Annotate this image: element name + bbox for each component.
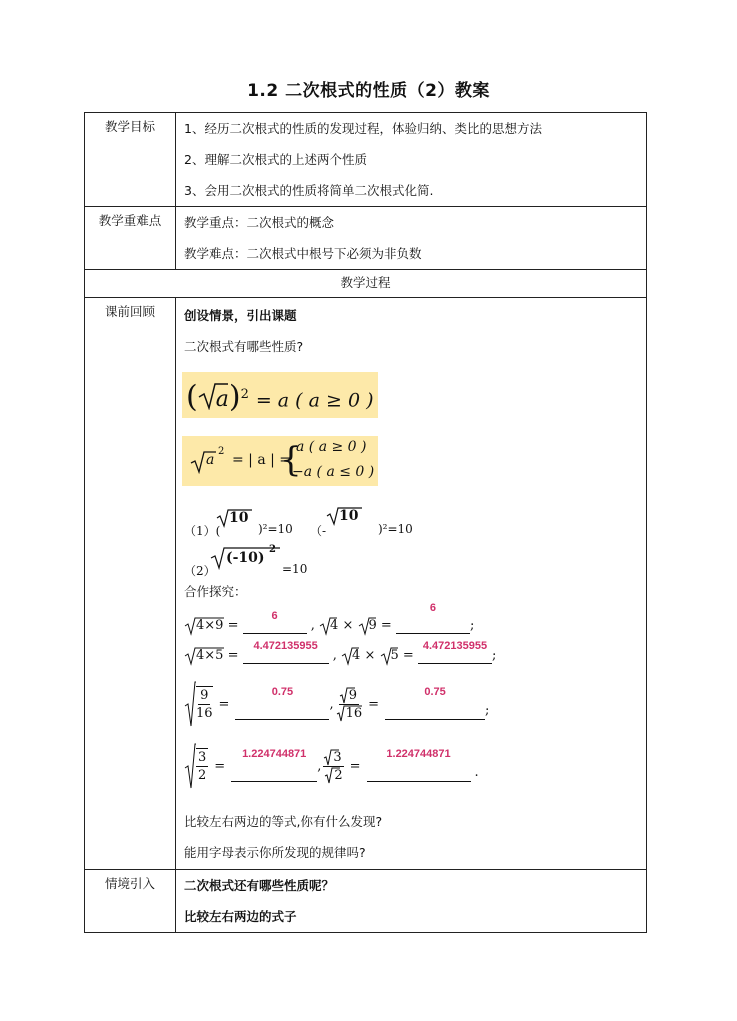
formula1-exp: 2 [240, 387, 249, 402]
formula-abs-value [182, 436, 378, 486]
formula-square-of-root: ( a)$^2$ = a ( a ≥ 0 ) [182, 372, 378, 418]
example-2 [176, 544, 646, 578]
goal-item: 2、理解二次根式的上述两个性质 [184, 152, 367, 167]
key-points-label: 教学重难点 [85, 207, 176, 270]
review-label: 课前回顾 [85, 298, 176, 870]
key-point: 教学重点：二次根式的概念 [184, 215, 335, 230]
key-points-content [176, 207, 647, 270]
key-points-row [85, 207, 647, 270]
coop-rows [176, 602, 646, 806]
goals-row [85, 113, 647, 207]
formula1-base: a [215, 387, 229, 413]
process-header: 教学过程 [85, 270, 647, 298]
formula2-exp: 2 [218, 446, 225, 457]
review-question: 二次根式有哪些性质? [184, 339, 304, 354]
compare-question: 比较左右两边的等式,你有什么发现? [184, 814, 383, 829]
example1-suffix2: )²=10 [378, 522, 413, 536]
example-1 [176, 506, 646, 544]
example1-root-2: 10 [339, 508, 359, 524]
answer: 6 [271, 610, 278, 622]
coop-row: 4×5 = 4.472135955 , 4 × 5 = 4.472135955 ; [184, 648, 496, 664]
letter-question: 能用字母表示你所发现的规律吗? [184, 845, 366, 860]
review-content [176, 298, 647, 870]
answer: 4.472135955 [253, 640, 318, 652]
intro-label: 情境引入 [85, 870, 176, 933]
coop-label: 合作探究： [184, 584, 247, 599]
answer: 1.224744871 [242, 748, 307, 760]
example1-prefix2: （- [310, 524, 327, 538]
example2-radicand: (-10) [226, 550, 265, 566]
goals-label: 教学目标 [85, 113, 176, 207]
intro-row [85, 870, 647, 933]
lesson-plan-table [84, 112, 647, 933]
process-header-row [85, 270, 647, 298]
answer: 0.75 [424, 686, 446, 698]
formula2-mid: = | a | = [232, 452, 292, 468]
formula1-rhs: = a ( a ≥ 0 ) [255, 389, 374, 412]
example1-mid: )²=10 [258, 522, 293, 536]
example2-exp: 2 [269, 544, 276, 555]
formula2-radicand: a [206, 452, 215, 468]
answer: 0.75 [271, 686, 294, 698]
answer: 4.472135955 [422, 640, 488, 652]
goal-item: 1、经历二次根式的性质的发现过程，体验归纳、类比的思想方法 [184, 121, 542, 136]
example2-suffix: =10 [282, 562, 308, 576]
coop-row: $\frac{9}{16}$ = 0.75 , $\frac{9}{16}$ = 0.75 ; [184, 680, 489, 728]
answer: 1.224744871 [386, 748, 451, 760]
difficult-point: 教学难点：二次根式中根号下必须为非负数 [184, 246, 422, 261]
goals-content [176, 113, 647, 207]
goal-item: 3、会用二次根式的性质将简单二次根式化简. [184, 183, 434, 198]
example2-prefix: （2） [184, 564, 216, 578]
coop-row: $\frac{3}{2}$ = 1.224744871 , $\frac{3}{2}$ = 1.224744871 . [184, 742, 479, 790]
intro-content [176, 870, 647, 933]
example1-root: 10 [229, 510, 249, 526]
answer: 6 [429, 602, 437, 614]
coop-row: 4×9 = 6 , 4 × 9 = 6 ; [184, 618, 474, 634]
formula2-case2: −a ( a ≤ 0 ) [292, 464, 375, 480]
example1-prefix: （1）( [184, 524, 221, 538]
page-title: 1.2 二次根式的性质（2）教案 [247, 81, 490, 101]
brace: { [280, 440, 302, 480]
review-row [85, 298, 647, 870]
intro-line-2: 比较左右两边的式子 [184, 909, 297, 924]
intro-line-1: 二次根式还有哪些性质呢？ [184, 878, 335, 893]
formula2-case1: a ( a ≥ 0 ) [296, 439, 367, 455]
review-heading: 创设情景，引出课题 [184, 308, 297, 323]
